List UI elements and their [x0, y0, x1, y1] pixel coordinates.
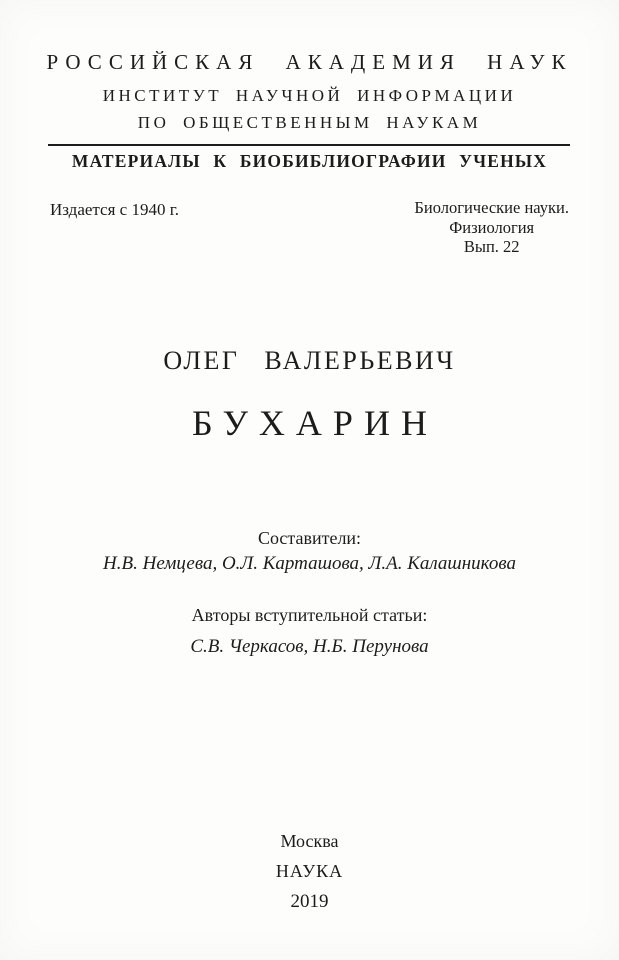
person-surname: БУХАРИН [192, 403, 438, 443]
issue-number: Вып. 22 [463, 237, 520, 256]
person-first-patronymic: ОЛЕГ ВАЛЕРЬЕВИЧ [163, 346, 456, 375]
imprint-publisher: НАУКА [275, 861, 344, 881]
subject-line2: Физиология [449, 217, 535, 237]
intro-authors-names: С.В. Черкасов, Н.Б. Перунова [190, 636, 429, 657]
academy-name: РОССИЙСКАЯ АКАДЕМИЯ НАУК [46, 50, 573, 74]
imprint-year: 2019 [290, 891, 329, 912]
compilers-label: Составители: [257, 528, 362, 548]
horizontal-rule [48, 144, 570, 146]
institute-name-line1: ИНСТИТУТ НАУЧНОЙ ИНФОРМАЦИИ [102, 86, 517, 105]
compilers-names: Н.В. Немцева, О.Л. Карташова, Л.А. Калашникова [103, 553, 516, 574]
published-since: Издается с 1940 г. [50, 200, 180, 219]
series-title: МАТЕРИАЛЫ К БИОБИБЛИОГРАФИИ УЧЕНЫХ [71, 151, 548, 171]
subject-block [414, 198, 569, 257]
institute-name-line2: ПО ОБЩЕСТВЕННЫМ НАУКАМ [137, 113, 482, 132]
imprint-city: Москва [280, 831, 339, 851]
intro-authors-label: Авторы вступительной статьи: [191, 605, 428, 625]
subject-line1: Биологические науки. [414, 198, 569, 217]
